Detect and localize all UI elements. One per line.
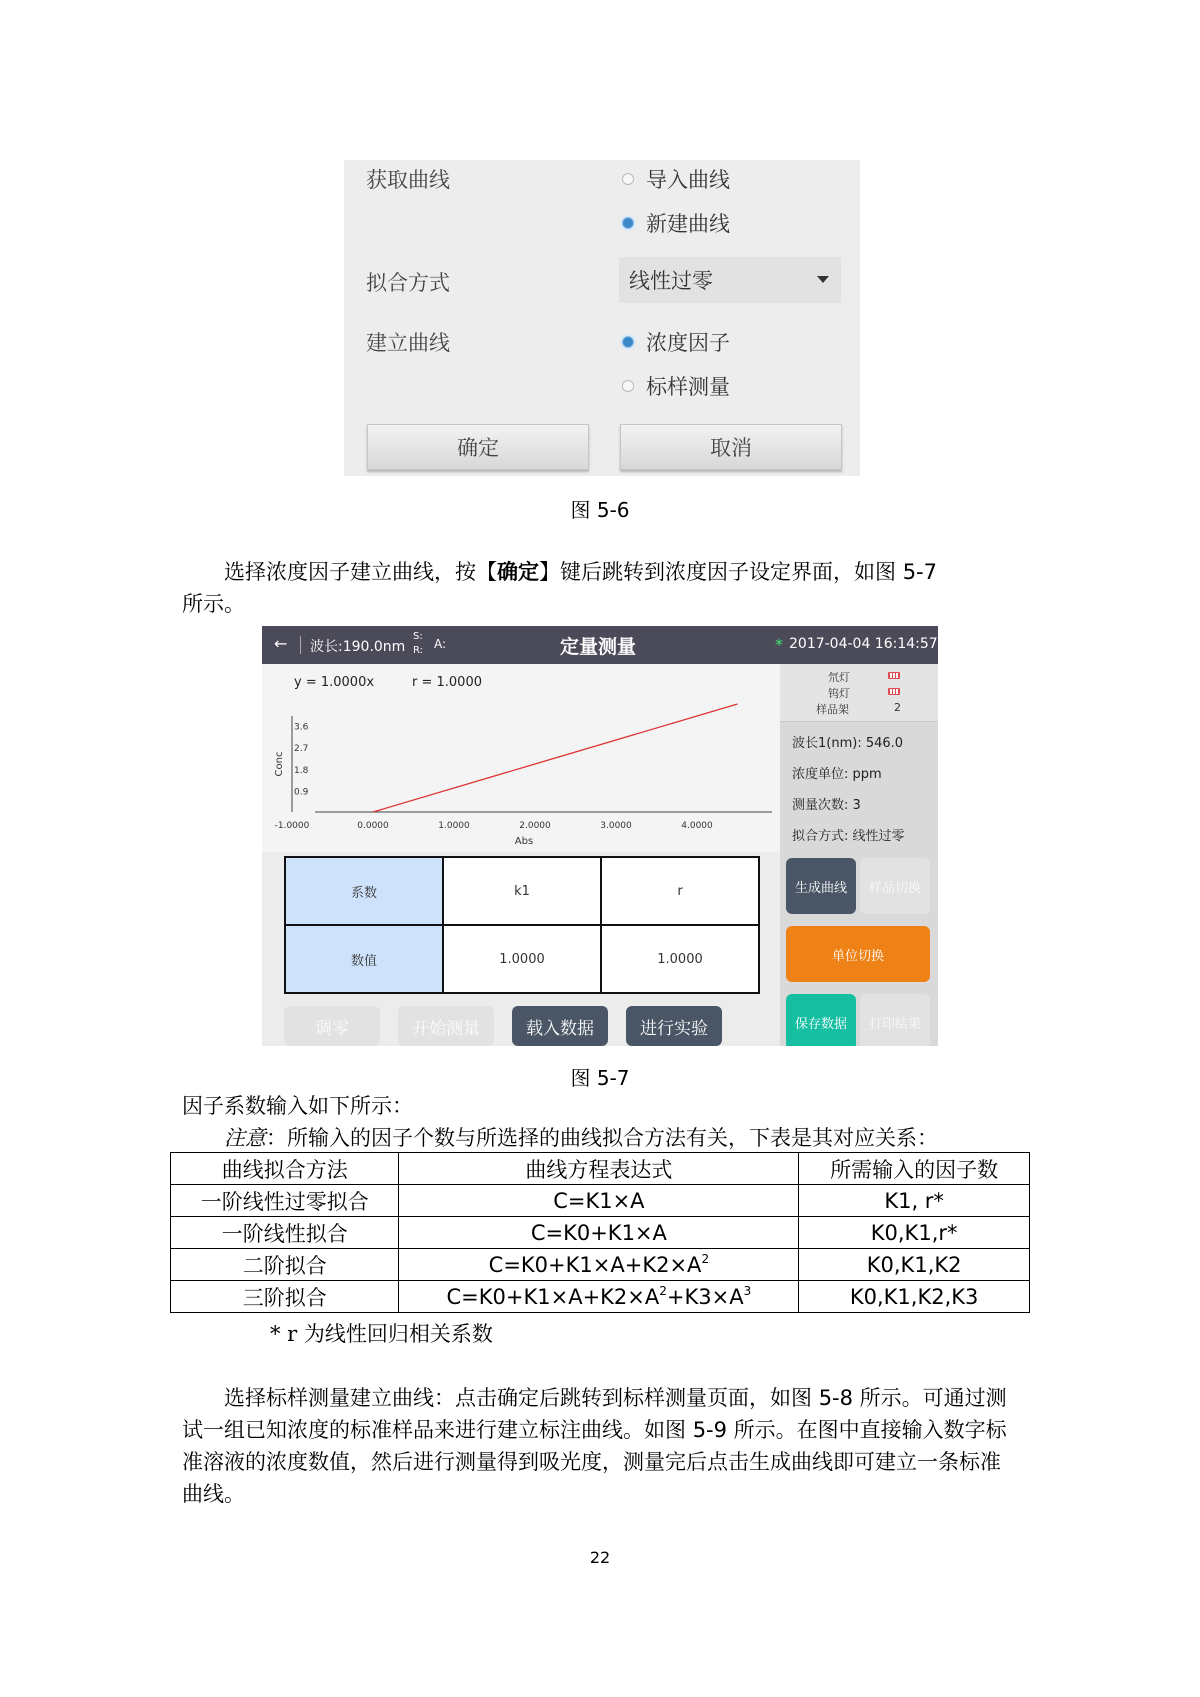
x-tick-label: 2.0000 xyxy=(519,821,551,831)
coefficient-table xyxy=(284,856,760,994)
note-emphasis: 注意 xyxy=(224,1126,266,1150)
r-value-input[interactable]: 1.0000 xyxy=(601,925,759,993)
x-tick-label: 4.0000 xyxy=(681,821,713,831)
get-curve-label: 获取曲线 xyxy=(366,168,450,192)
x-tick-label: 1.0000 xyxy=(438,821,470,831)
paragraph-intro: 选择浓度因子建立曲线，按【确定】键后跳转到浓度因子设定界面，如图 5-7 所示。 xyxy=(182,560,937,616)
y-axis-label: Conc xyxy=(274,751,285,777)
page-number: 22 xyxy=(589,1548,611,1567)
footnote: * r 为线性回归相关系数 xyxy=(270,1322,493,1346)
k1-header: k1 xyxy=(443,857,601,925)
unit-info: 浓度单位: ppm xyxy=(792,767,882,782)
datetime: 2017-04-04 16:14:57 xyxy=(789,636,938,652)
ok-button[interactable]: 确定 xyxy=(367,424,589,470)
sample-switch-button[interactable]: 样品切换 xyxy=(860,858,930,914)
bluetooth-icon: ∗ xyxy=(774,635,785,649)
lamp-icon xyxy=(888,672,900,679)
cancel-button[interactable]: 取消 xyxy=(620,424,842,470)
start-measure-button[interactable]: 开始测量 xyxy=(398,1006,494,1046)
screen-title: 定量测量 xyxy=(560,636,637,658)
build-curve-label: 建立曲线 xyxy=(366,331,450,355)
print-result-button[interactable]: 打印结果 xyxy=(860,994,930,1046)
std-measure-radio[interactable]: 标样测量 xyxy=(622,371,730,401)
y-tick-label: 0.9 xyxy=(294,787,309,798)
curve-chart xyxy=(262,664,780,852)
r-header: r xyxy=(601,857,759,925)
zero-button[interactable]: 调零 xyxy=(284,1006,380,1046)
load-data-button[interactable]: 载入数据 xyxy=(512,1006,608,1046)
y-tick-label: 3.6 xyxy=(294,722,309,733)
curve-options-dialog xyxy=(344,160,860,476)
unit-switch-button[interactable]: 单位切换 xyxy=(786,926,930,982)
radio-checked-icon xyxy=(622,336,634,348)
generate-curve-button[interactable]: 生成曲线 xyxy=(786,858,856,914)
table-row: 二阶拟合 $C=K0+K1\times A+K2\times A^2$ K0,K1,K2 xyxy=(171,1249,1030,1281)
a-readout: A: xyxy=(434,637,447,651)
x-tick-label: -1.0000 xyxy=(274,821,310,831)
lamp-icon xyxy=(888,688,900,695)
fit-relation-table xyxy=(170,1152,1030,1313)
wavelength-readout: 波长:190.0nm xyxy=(310,639,406,655)
times-info: 测量次数: 3 xyxy=(792,798,861,813)
k1-value-input[interactable]: 1.0000 xyxy=(443,925,601,993)
r-label: r = 1.0000 xyxy=(412,675,482,690)
fit-info: 拟合方式: 线性过零 xyxy=(792,829,905,844)
value-header: 数值 xyxy=(285,925,443,993)
paragraph-factor-input: 因子系数输入如下所示： xyxy=(182,1094,413,1118)
coef-header: 系数 xyxy=(285,857,443,925)
y-tick-label: 1.8 xyxy=(294,765,309,776)
fit-method-label: 拟合方式 xyxy=(366,271,450,295)
back-arrow-icon[interactable]: ← xyxy=(274,634,288,653)
right-panel xyxy=(780,664,938,1046)
dropdown-caret-icon xyxy=(817,276,829,283)
figure-caption-5-7: 图 5-7 xyxy=(570,1066,630,1090)
table-row: 一阶线性拟合 C=K0+K1×A K0,K1,r* xyxy=(171,1217,1030,1249)
new-curve-radio[interactable]: 新建曲线 xyxy=(622,208,730,238)
lamp-status: 氘灯 钨灯 样品架 2 xyxy=(780,664,938,722)
paragraph-note: 注意：所输入的因子个数与所选择的曲线拟合方法有关，下表是其对应关系： xyxy=(224,1126,938,1150)
run-experiment-button[interactable]: 进行实验 xyxy=(626,1006,722,1046)
equation-label: y = 1.0000x xyxy=(294,675,375,690)
rack-value: 2 xyxy=(894,701,901,714)
curve-chart-svg xyxy=(262,664,780,852)
y-tick-label: 2.7 xyxy=(294,744,309,755)
paragraph-std-measure: 选择标样测量建立曲线：点击确定后跳转到标样测量页面，如图 5-8 所示。可通过测试一组已知浓度的标准样品来进行建立标注曲线。如图 5-9 所示。在图中直接输入数字标准溶液的浓度数值，然后进行测量得到吸光度，测量完后点击生成曲线即可建立一条标准曲线。 xyxy=(182,1386,1007,1506)
import-curve-radio[interactable]: 导入曲线 xyxy=(622,164,730,194)
x-tick-label: 0.0000 xyxy=(357,821,389,831)
table-header-row: 曲线拟合方法 曲线方程表达式 所需输入的因子数 xyxy=(171,1153,1030,1185)
x-axis-label: Abs xyxy=(514,836,534,847)
calibration-line xyxy=(373,704,738,812)
x-tick-label: 3.0000 xyxy=(600,821,632,831)
table-row: 三阶拟合 $C=K0+K1\times A+K2\times A^2+K3\times A^3$ K0,K1,K2,K3 xyxy=(171,1281,1030,1313)
quant-measure-screen xyxy=(262,626,938,1046)
sr-readout: S: R: xyxy=(413,631,424,656)
top-bar xyxy=(262,626,938,664)
fit-method-select[interactable]: 线性过零 xyxy=(619,257,841,303)
radio-checked-icon xyxy=(622,217,634,229)
radio-unchecked-icon xyxy=(622,173,634,185)
bold-confirm: 确定 xyxy=(497,560,539,584)
figure-caption-5-6: 图 5-6 xyxy=(570,498,630,522)
radio-unchecked-icon xyxy=(622,380,634,392)
save-data-button[interactable]: 保存数据 xyxy=(786,994,856,1046)
table-row: 一阶线性过零拟合 C=K1×A K1, r* xyxy=(171,1185,1030,1217)
wavelength1-info: 波长1(nm): 546.0 xyxy=(792,736,904,751)
conc-factor-radio[interactable]: 浓度因子 xyxy=(622,327,730,357)
